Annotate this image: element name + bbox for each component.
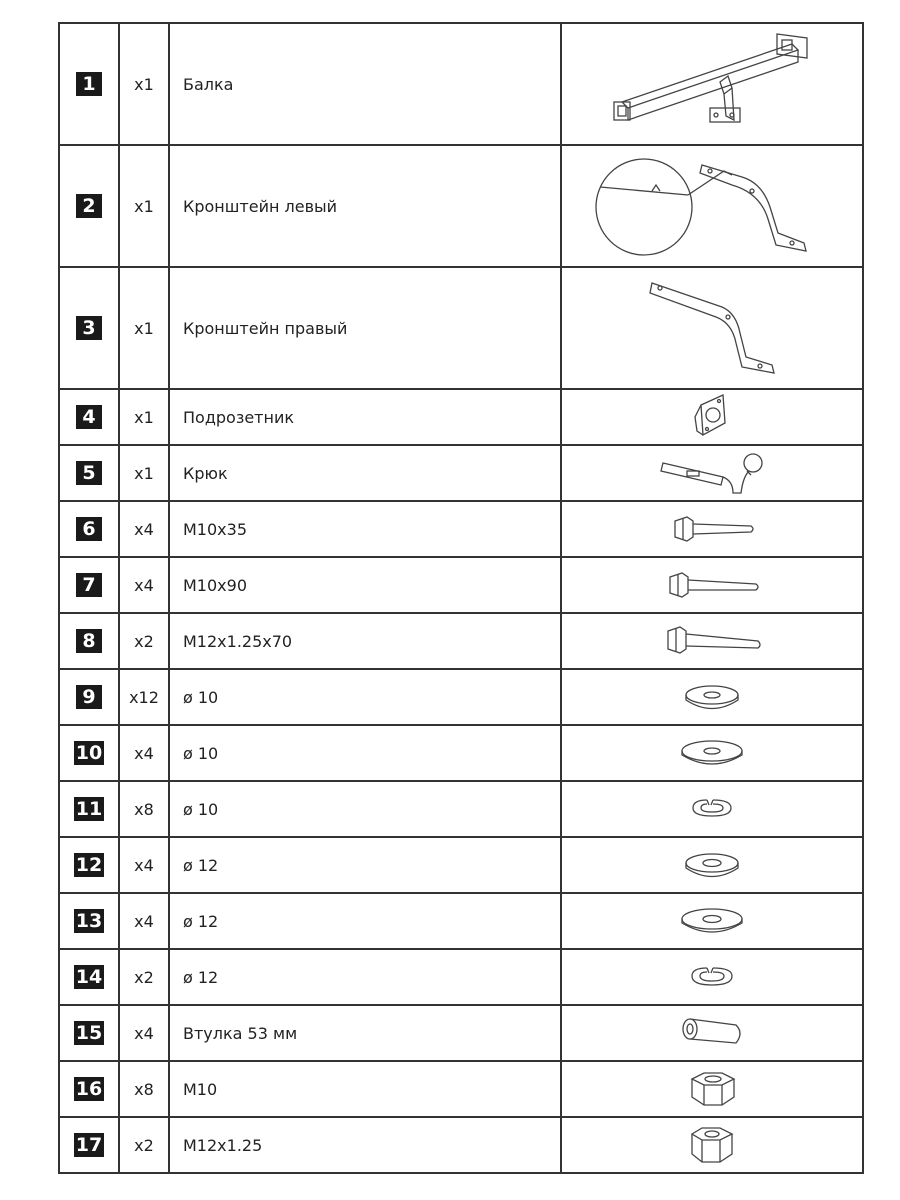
hex-nut-icon bbox=[682, 1067, 742, 1111]
washer-icon bbox=[680, 847, 744, 883]
part-quantity: x4 bbox=[119, 1005, 169, 1061]
part-name: ø 10 bbox=[169, 669, 561, 725]
part-quantity: x8 bbox=[119, 781, 169, 837]
table-row bbox=[59, 725, 863, 781]
bushing-icon bbox=[674, 1013, 750, 1053]
part-name: M10x90 bbox=[169, 557, 561, 613]
part-number-badge: 14 bbox=[75, 966, 103, 988]
table-row bbox=[59, 613, 863, 669]
part-quantity: x2 bbox=[119, 613, 169, 669]
table-row bbox=[59, 557, 863, 613]
table-row bbox=[59, 1117, 863, 1173]
part-number-badge: 12 bbox=[75, 854, 103, 876]
table-row bbox=[59, 781, 863, 837]
table-row bbox=[59, 1005, 863, 1061]
part-quantity: x12 bbox=[119, 669, 169, 725]
part-quantity: x1 bbox=[119, 145, 169, 267]
table-row bbox=[59, 1061, 863, 1117]
part-name: ø 10 bbox=[169, 725, 561, 781]
part-name: Подрозетник bbox=[169, 389, 561, 445]
part-number-badge: 9 bbox=[76, 685, 102, 709]
part-quantity: x1 bbox=[119, 267, 169, 389]
part-number-badge: 8 bbox=[76, 629, 102, 653]
spring-washer-icon bbox=[686, 960, 738, 994]
part-quantity: x2 bbox=[119, 1117, 169, 1173]
part-quantity: x8 bbox=[119, 1061, 169, 1117]
tow-beam-icon bbox=[602, 24, 822, 144]
part-name: M12x1.25 bbox=[169, 1117, 561, 1173]
part-number-badge: 7 bbox=[76, 573, 102, 597]
part-quantity: x1 bbox=[119, 389, 169, 445]
part-number-badge: 6 bbox=[76, 517, 102, 541]
part-name: M12x1.25x70 bbox=[169, 613, 561, 669]
part-number-badge: 11 bbox=[75, 798, 103, 820]
washer-icon bbox=[676, 735, 748, 771]
part-name: M10 bbox=[169, 1061, 561, 1117]
table-row bbox=[59, 445, 863, 501]
spring-washer-icon bbox=[687, 792, 737, 826]
right-bracket-icon bbox=[632, 273, 792, 383]
part-quantity: x4 bbox=[119, 837, 169, 893]
part-number-badge: 4 bbox=[76, 405, 102, 429]
part-number-badge: 15 bbox=[75, 1022, 103, 1044]
table-row bbox=[59, 501, 863, 557]
table-row bbox=[59, 145, 863, 267]
tow-ball-hook-icon bbox=[657, 447, 767, 499]
part-number-badge: 2 bbox=[76, 194, 102, 218]
bolt-icon bbox=[660, 619, 764, 663]
part-name: Балка bbox=[169, 23, 561, 145]
part-number-badge: 17 bbox=[75, 1134, 103, 1156]
hex-nut-icon bbox=[684, 1122, 740, 1168]
part-number-badge: 3 bbox=[76, 316, 102, 340]
part-name: Кронштейн левый bbox=[169, 145, 561, 267]
table-row bbox=[59, 389, 863, 445]
washer-icon bbox=[680, 679, 744, 715]
socket-plate-icon bbox=[687, 391, 737, 443]
part-quantity: x1 bbox=[119, 23, 169, 145]
part-name: Кронштейн правый bbox=[169, 267, 561, 389]
part-name: Крюк bbox=[169, 445, 561, 501]
washer-icon bbox=[676, 903, 748, 939]
part-quantity: x4 bbox=[119, 501, 169, 557]
part-quantity: x1 bbox=[119, 445, 169, 501]
bolt-icon bbox=[662, 565, 762, 605]
part-name: ø 10 bbox=[169, 781, 561, 837]
part-number-badge: 16 bbox=[75, 1078, 103, 1100]
table-row bbox=[59, 893, 863, 949]
part-quantity: x2 bbox=[119, 949, 169, 1005]
part-number-badge: 5 bbox=[76, 461, 102, 485]
table-row bbox=[59, 267, 863, 389]
table-row bbox=[59, 669, 863, 725]
part-name: Втулка 53 мм bbox=[169, 1005, 561, 1061]
part-number-badge: 1 bbox=[76, 72, 102, 96]
part-quantity: x4 bbox=[119, 893, 169, 949]
bolt-icon bbox=[667, 509, 757, 549]
part-name: M10x35 bbox=[169, 501, 561, 557]
part-quantity: x4 bbox=[119, 557, 169, 613]
table-row bbox=[59, 837, 863, 893]
table-row bbox=[59, 23, 863, 145]
left-bracket-icon bbox=[592, 147, 832, 265]
part-number-badge: 10 bbox=[75, 742, 103, 764]
table-row bbox=[59, 949, 863, 1005]
part-quantity: x4 bbox=[119, 725, 169, 781]
part-name: ø 12 bbox=[169, 893, 561, 949]
part-name: ø 12 bbox=[169, 949, 561, 1005]
part-number-badge: 13 bbox=[75, 910, 103, 932]
part-name: ø 12 bbox=[169, 837, 561, 893]
parts-table bbox=[58, 22, 864, 1174]
